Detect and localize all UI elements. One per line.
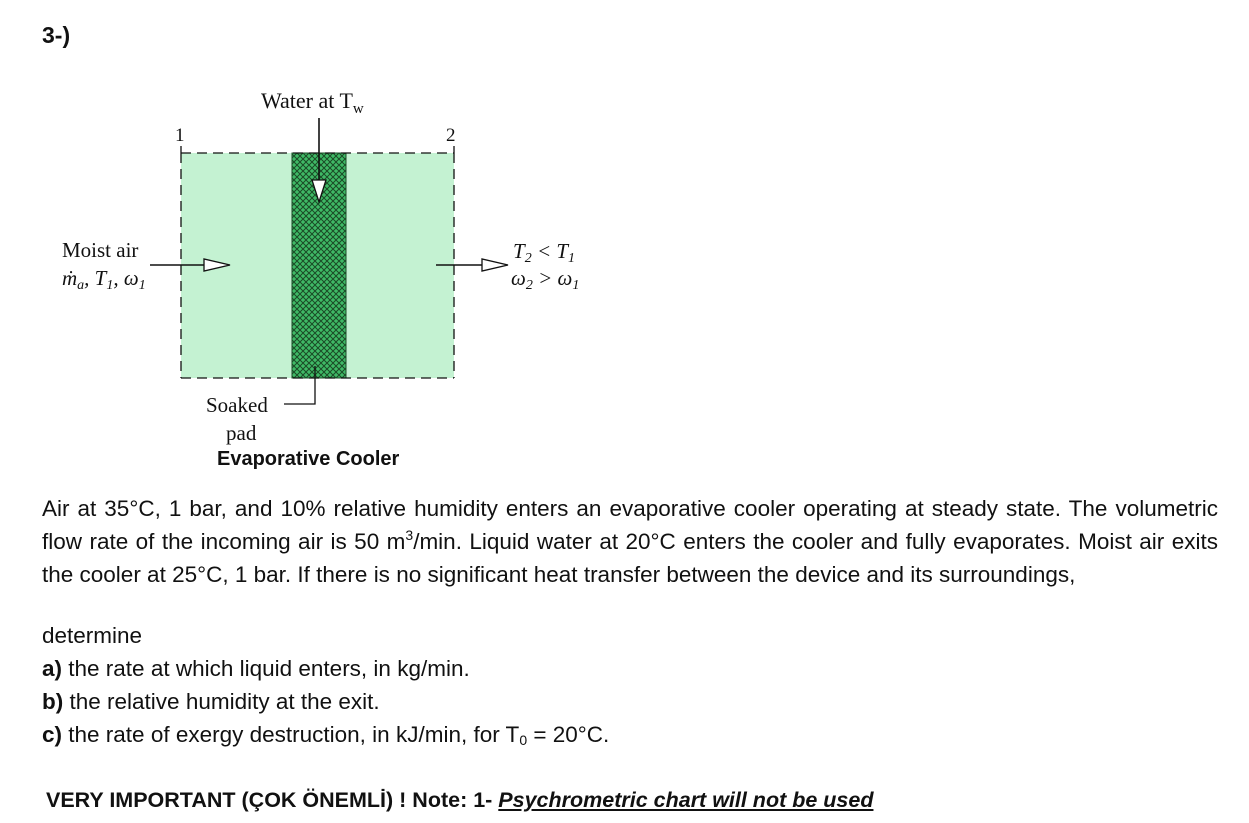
outlet-label-2: ω2 > ω1 — [511, 266, 580, 293]
question-b: b) the relative humidity at the exit. — [42, 689, 380, 714]
station-2-label: 2 — [446, 125, 456, 146]
soaked-pad-label-1: Soaked — [206, 393, 268, 417]
problem-statement: Air at 35°C, 1 bar, and 10% relative humidity enters an evaporative cooler operating at steady state. The volumetric flow rate of the incoming air is 50 $m^3/\min$. Liquid water at 20°C enters the cooler and fully evaporates. Moist air exits the cooler at 25°C, 1 bar. If there is no significant heat transfer between the device and its surroundings, — [42, 496, 1218, 587]
problem-number: 3-) — [42, 22, 71, 48]
question-a: a) the rate at which liquid enters, in kg/min. — [42, 656, 470, 681]
important-note: VERY IMPORTANT (ÇOK ÖNEMLİ) ! Note: 1- Psychrometric chart will not be used — [46, 788, 874, 812]
soaked-pad-label-2: pad — [226, 421, 257, 445]
outlet-label-1: T2 < T1 — [513, 239, 576, 266]
outlet-arrow-head — [482, 259, 508, 271]
water-label: Water at $T_w$ — [261, 88, 364, 117]
inlet-label-1: Moist air — [62, 238, 139, 262]
determine-text: determine — [42, 623, 143, 648]
inlet-label-2: ṁa, T1, ω1 — [62, 266, 146, 293]
question-c: c) the rate of exergy destruction, in kJ/min, for $T_0 = 20^\circ C$. — [42, 722, 610, 748]
diagram-caption: Evaporative Cooler — [217, 448, 400, 470]
station-1-label: 1 — [175, 125, 185, 146]
